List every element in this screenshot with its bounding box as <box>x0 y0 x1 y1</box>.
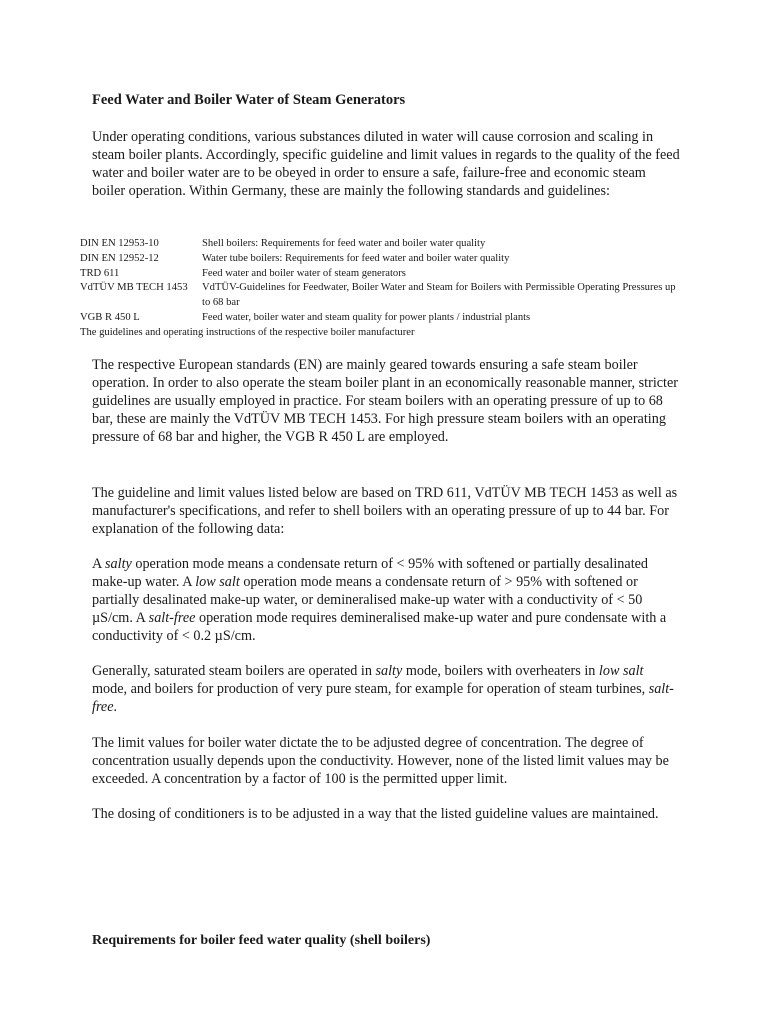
standard-code: DIN EN 12953-10 <box>80 238 159 249</box>
text-run: operation mode requires demineralised make-up water and pure condensate with a conductivity of < 0.2 µS/cm. <box>92 609 667 644</box>
text-run: Generally, saturated steam boilers are operated in <box>92 663 376 679</box>
guideline-paragraph: The guideline and limit values listed below are based on TRD 611, VdTÜV MB TECH 1453 as well as manufacturer's specifications, and refer to shell boilers with an operating pressure of up to 44 bar. For explanation of the following data: <box>92 485 678 537</box>
limit-values-paragraph: The limit values for boiler water dictate the to be adjusted degree of concentration. The degree of concentration usually depends upon the conductivity. However, none of the listed limit values may be exceeded. A concentration by a factor of 100 is the permitted upper limit. <box>92 735 669 787</box>
salty-term: salty <box>105 556 132 572</box>
low-salt-term: low salt <box>598 663 644 679</box>
section-heading: Requirements for boiler feed water quality (shell boilers) <box>92 933 431 948</box>
salt-free-term: salt-free <box>148 609 196 626</box>
standard-row <box>80 237 680 252</box>
standard-row <box>80 311 680 326</box>
standard-code: DIN EN 12952-12 <box>80 252 159 264</box>
standard-row <box>80 281 680 311</box>
operation-modes-paragraph <box>92 556 682 646</box>
text-run: mode, boilers with overheaters in <box>402 663 599 679</box>
standard-code: TRD 611 <box>80 267 120 279</box>
standard-code: VdTÜV MB TECH 1453 <box>80 282 188 294</box>
text-run: operation mode means a condensate return of < 95% with softened or partially desalinated make-up water. A <box>92 556 649 590</box>
european-standards-paragraph: The respective European standards (EN) are mainly geared towards ensuring a safe steam boiler operation. In order to also operate the steam boiler plant in an economically reasonable manner, stricter guidelines are usually employed in practice. For steam boilers with an operating pressure of up to 68 bar, these are mainly the VdTÜV MB TECH 1453. For high pressure steam boilers with an operating pressure of 68 bar and higher, the VGB R 450 L are employed. <box>92 357 679 445</box>
standard-description: Water tube boilers: Requirements for feed water and boiler water quality <box>202 252 510 264</box>
standard-row <box>80 267 680 282</box>
standards-note: The guidelines and operating instructions of the respective boiler manufacturer <box>80 326 415 338</box>
standards-list <box>80 237 680 341</box>
salty-term: salty <box>375 663 403 679</box>
intro-paragraph: Under operating conditions, various substances diluted in water will cause corrosion and scaling in steam boiler plants. Accordingly, specific guideline and limit values in regards to the quality of the feed water and boiler water are to be obeyed in order to ensure a safe, failure-free and economic steam boiler operation. Within Germany, these are mainly the following standards and guidelines: <box>92 129 680 199</box>
standard-description: Feed water, boiler water and steam quality for power plants / industrial plants <box>202 311 531 323</box>
boiler-modes-paragraph <box>92 663 682 717</box>
salt-free-term: salt-free <box>92 680 674 715</box>
document-title: Feed Water and Boiler Water of Steam Generators <box>92 92 406 108</box>
standard-description: Feed water and boiler water of steam generators <box>202 267 406 279</box>
standard-description: VdTÜV-Guidelines for Feedwater, Boiler Water and Steam for Boilers with Permissible Operating Pressures up to 68 bar <box>202 282 676 309</box>
standard-description: Shell boilers: Requirements for feed water and boiler water quality <box>202 238 486 249</box>
text-run: . <box>113 698 118 715</box>
text-run: operation mode means a condensate return of > 95% with softened or partially desalinated make-up water, or demineralised make-up water with a conductivity of < 50 µS/cm. A <box>92 573 643 626</box>
text-run: mode, and boilers for production of very pure steam, for example for operation of steam turbines, <box>92 680 649 697</box>
dosing-paragraph: The dosing of conditioners is to be adjusted in a way that the listed guideline values are maintained. <box>92 806 659 822</box>
standard-row <box>80 252 680 267</box>
low-salt-term: low salt <box>195 573 240 590</box>
text-run: A <box>92 556 106 572</box>
standard-code: VGB R 450 L <box>80 311 140 323</box>
